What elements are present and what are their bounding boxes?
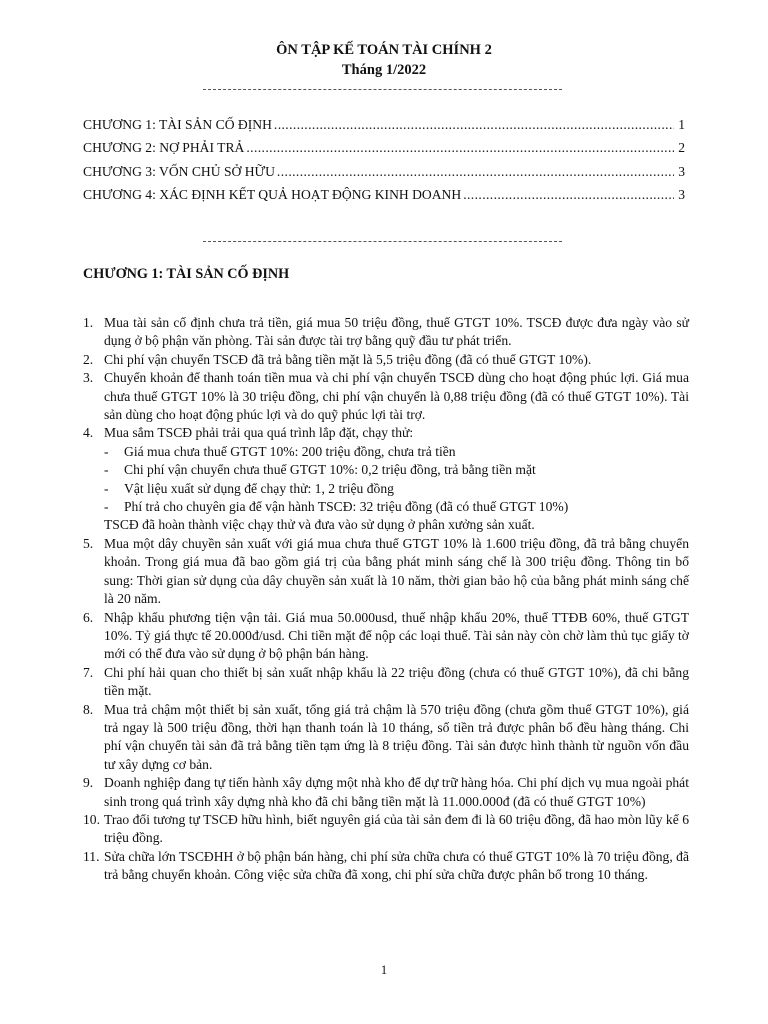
sub-item-text: Vật liệu xuất sử dụng để chạy thử: 1, 2 triệu đồng <box>124 480 394 496</box>
toc-entry-page: 1 <box>678 117 685 132</box>
toc-leader-dots <box>463 187 674 203</box>
item-text: Mua sắm TSCĐ phải trải qua quá trình lắp đặt, chạy thử: <box>104 425 414 441</box>
sub-item-text: Phí trả cho chuyên gia để vận hành TSCĐ: 32 triệu đồng (đã có thuế GTGT 10%) <box>124 499 569 515</box>
item-text: Mua một dây chuyền sản xuất với giá mua chưa thuế GTGT 10% là 1.600 triệu đồng, đã trả bằng chuyển khoản. Trong giá mua đã bao gồm giá trị của bằng phát minh sáng chế là 300 triệu đồng. Thông tin bổ sung: Thời gian sử dụng của dây chuyền sản xuất là 10 năm, thời gian bảo hộ của bằng phát minh sáng chế là 20 năm. <box>104 535 689 607</box>
item-text: Nhập khẩu phương tiện vận tải. Giá mua 50.000usd, thuế nhập khẩu 20%, thuế TTĐB 60%, thuế GTGT 10%. Tỷ giá thực tế 20.000đ/usd. Chi tiền mặt để nộp các loại thuế. Tài sản này còn chờ làm thủ tục giấy tờ mới có thể đưa vào sử dụng ở bộ phận bán hàng. <box>104 609 689 662</box>
exercise-list <box>83 314 689 885</box>
toc-leader-dots <box>274 117 674 133</box>
toc-entry-page: 2 <box>678 140 685 156</box>
dash-bullet: - <box>104 480 109 496</box>
dash-bullet: - <box>104 443 109 459</box>
table-of-contents <box>83 117 685 211</box>
item-text: Mua tài sản cố định chưa trả tiền, giá mua 50 triệu đồng, thuế GTGT 10%. TSCĐ được đưa ngày vào sử dụng ở bộ phận văn phòng. Tài sản được tài trợ bằng quỹ đầu tư phát triển. <box>104 315 689 349</box>
list-item <box>83 535 689 609</box>
toc-entry-label: CHƯƠNG 4: XÁC ĐỊNH KẾT QUẢ HOẠT ĐỘNG KINH DOANH <box>83 187 462 203</box>
item-number: 7. <box>83 664 94 680</box>
dash-bullet: - <box>104 499 109 515</box>
toc-entry-label: CHƯƠNG 2: NỢ PHẢI TRẢ <box>83 140 245 156</box>
item-text: Doanh nghiệp đang tự tiến hành xây dựng một nhà kho để dự trữ hàng hóa. Chi phí dịch vụ mua ngoài phát sinh trong quá trình xây dựng nhà kho đã chi bằng tiền mặt là 11.000.000đ (đã có thuế GTGT 10%) <box>104 775 689 809</box>
dashed-divider-top <box>203 89 562 90</box>
item-text: Sửa chữa lớn TSCĐHH ở bộ phận bán hàng, chi phí sửa chữa chưa có thuế GTGT 10% là 70 triệu đồng, đã trả bằng chuyển khoản. Công việc sửa chữa đã xong, chi phí sửa chữa được phân bổ trong 10 tháng. <box>104 848 689 883</box>
toc-entry[interactable] <box>83 140 685 163</box>
sub-item-text: Giá mua chưa thuế GTGT 10%: 200 triệu đồng, chưa trả tiền <box>124 443 456 459</box>
toc-entry-label: CHƯƠNG 3: VỐN CHỦ SỞ HỮU <box>83 163 275 179</box>
sub-item <box>104 498 689 516</box>
toc-entry-label: CHƯƠNG 1: TÀI SẢN CỐ ĐỊNH <box>83 117 272 132</box>
list-item <box>83 351 689 369</box>
item-text: Mua trả chậm một thiết bị sản xuất, tổng giá trả chậm là 570 triệu đồng (chưa gồm thuế GTGT 10%), giá trả ngay là 500 triệu đồng, thời hạn thanh toán là 10 tháng, số tiền trả được phân bổ đều hàng tháng. Chi phí vận chuyển tài sản đã trả bằng tiền tạm ứng là 8 triệu đồng. Tài sản được hình thành từ nguồn vốn đầu tư xây dựng cơ bản. <box>104 701 689 772</box>
list-item <box>83 701 689 775</box>
list-item <box>83 848 689 885</box>
item-number: 9. <box>83 775 94 791</box>
list-item <box>83 664 689 701</box>
item-number: 4. <box>83 425 94 441</box>
item-number: 11. <box>83 848 100 864</box>
chapter-heading: CHƯƠNG 1: TÀI SẢN CỐ ĐỊNH <box>83 266 290 282</box>
list-item <box>83 369 689 424</box>
item-number: 3. <box>83 370 94 386</box>
item-followup-text: TSCĐ đã hoàn thành việc chạy thử và đưa vào sử dụng ở phân xưởng sản xuất. <box>104 517 535 533</box>
item-text: Trao đổi tương tự TSCĐ hữu hình, biết nguyên giá của tài sản đem đi là 60 triệu đồng, đã hao mòn lũy kế 6 triệu đồng. <box>104 811 689 846</box>
toc-entry-page: 3 <box>678 187 685 203</box>
item-number: 8. <box>83 701 94 717</box>
sub-item <box>104 480 689 498</box>
toc-entry[interactable] <box>83 187 685 210</box>
toc-entry[interactable] <box>83 164 685 187</box>
item-number: 5. <box>83 535 94 551</box>
list-item <box>83 609 689 664</box>
item-text: Chi phí vận chuyển TSCĐ đã trả bằng tiền mặt là 5,5 triệu đồng (đã có thuế GTGT 10%). <box>104 351 592 367</box>
dashed-divider-bottom <box>203 241 562 242</box>
document-title: ÔN TẬP KẾ TOÁN TÀI CHÍNH 2 <box>276 42 492 58</box>
list-item <box>83 314 689 351</box>
item-number: 1. <box>83 315 94 330</box>
item-number: 10. <box>83 811 100 827</box>
toc-leader-dots <box>246 140 674 156</box>
sub-item <box>104 443 689 461</box>
list-item <box>83 424 689 534</box>
toc-entry-page: 3 <box>678 163 685 179</box>
sub-item-text: Chi phí vận chuyển chưa thuế GTGT 10%: 0,2 triệu đồng, trả bằng tiền mặt <box>124 462 536 478</box>
item-text: Chuyển khoản để thanh toán tiền mua và chi phí vận chuyển TSCĐ dùng cho hoạt động phúc lợi. Giá mua chưa thuế GTGT 10% là 30 triệu đồng, chi phí vận chuyển là 0,88 triệu đồng (đã có thuế GTGT 10%). Tài sản dùng cho hoạt động phúc lợi và do quỹ phúc lợi tài trợ. <box>104 370 689 423</box>
item-body <box>104 424 689 534</box>
item-number: 6. <box>83 609 94 625</box>
list-item <box>83 811 689 848</box>
dash-bullet: - <box>104 462 109 478</box>
sub-item <box>104 461 689 479</box>
item-text: Chi phí hải quan cho thiết bị sản xuất nhập khẩu là 22 triệu đồng (chưa có thuế GTGT 10%), đã chi bằng tiền mặt. <box>104 664 689 699</box>
item-number: 2. <box>83 351 94 367</box>
toc-leader-dots <box>277 164 674 180</box>
toc-entry[interactable] <box>83 117 685 140</box>
list-item <box>83 774 689 811</box>
page-number: 1 <box>380 963 388 977</box>
document-subtitle: Tháng 1/2022 <box>341 62 427 78</box>
